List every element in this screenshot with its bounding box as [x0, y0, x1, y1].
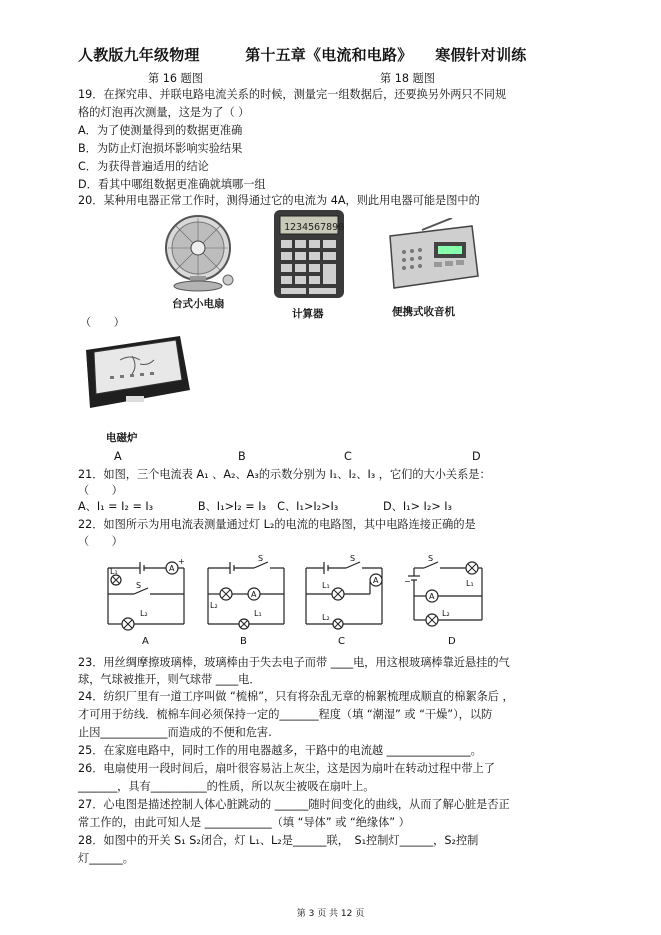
q21-stem: 21．如图，三个电流表 A₁ 、A₂、A₃的示数分别为 I₁、I₂、I₃ ，它们的大小关系是： — [78, 468, 491, 481]
circuit-d-minus-sign: − — [404, 577, 411, 586]
q19-stem-line2: 格的灯泡再次测量，这是为了（ ） — [78, 106, 250, 119]
circuit-b-lamp2-label: L₂ — [210, 601, 218, 610]
q22-answer-bracket: （ ） — [78, 535, 123, 548]
calculator-display-digits: 1234567890 — [284, 222, 345, 233]
circuit-c-lamp1-label: L₁ — [322, 581, 330, 590]
circuit-d-lamp1-label: L₁ — [466, 579, 474, 588]
q24-line1: 24．纺织厂里有一道工序叫做 “梳棉”，只有将杂乱无章的棉絮梳理成顺直的棉絮条后 ， — [78, 690, 514, 703]
caption-calculator: 计算器 — [292, 308, 324, 320]
q21-answer-bracket: （ ） — [78, 484, 123, 497]
circuit-b-switch-label: S — [258, 554, 264, 563]
q19-stem-line1: 19．在探究串、并联电路电流关系的时候，测量完一组数据后，还要换另外两只不同规 — [78, 88, 507, 101]
circuit-c-switch-label: S — [350, 554, 356, 563]
q24-line2: 才可用于纺线．梳棉车间必须保持一定的_______程度（填 “潮湿” 或 “干燥”），以防 — [78, 708, 493, 721]
circuit-a-plus-sign: + — [178, 557, 185, 566]
circuit-b-lamp1-label: L₁ — [254, 609, 262, 618]
q19-option-d: D．看其中哪组数据更准确就填哪一组 — [78, 178, 266, 191]
q21-options: A、I₁ = I₂ = I₃ B、I₁>I₂ = I₃ C、I₁>I₂>I₃ D、I₁> I₂> I₃ — [78, 500, 453, 513]
caption-radio: 便携式收音机 — [392, 306, 455, 318]
figure-16-label: 第 16 题图 — [148, 72, 203, 85]
figure-18-label: 第 18 题图 — [380, 72, 435, 85]
q27-line1: 27．心电图是描述控制人体心脏跳动的 ______随时间变化的曲线，从而了解心脏是否正 — [78, 798, 510, 811]
radio-image — [382, 218, 482, 294]
circuit-c-lamp2-label: L₂ — [322, 613, 330, 622]
circuit-diagram-b — [204, 554, 288, 634]
circuit-diagram-c — [302, 554, 386, 634]
q20-letter-c: C — [344, 450, 352, 463]
q28-line1: 28．如图中的开关 S₁ S₂闭合，灯 L₁、L₂是______联， S₁控制灯______，S₂控制 — [78, 834, 479, 847]
desk-fan-image — [160, 212, 238, 292]
q20-letter-b: B — [238, 450, 246, 463]
q20-stem: 20．某种用电器正常工作时，测得通过它的电流为 4A，则此用电器可能是图中的 — [78, 194, 480, 207]
induction-cooker-image — [80, 330, 192, 416]
circuit-letter-b: B — [240, 636, 247, 647]
circuit-letter-a: A — [142, 636, 149, 647]
circuit-a-ammeter-symbol: A — [169, 564, 175, 573]
q26-line2: _______，具有__________的性质，所以灰尘被吸在扇叶上。 — [78, 780, 375, 793]
circuit-b-ammeter-symbol: A — [251, 590, 257, 599]
caption-induction-cooker: 电磁炉 — [106, 432, 138, 444]
circuit-diagram-a — [104, 554, 188, 634]
calculator-image — [272, 208, 346, 300]
q19-option-c: C．为获得普遍适用的结论 — [78, 160, 209, 173]
circuit-a-switch-label: S — [136, 581, 142, 590]
q27-line2: 常工作的，由此可知人是 ____________（填 “导体” 或 “绝缘体” ） — [78, 816, 410, 829]
circuit-diagram-d — [402, 554, 488, 634]
circuit-letter-c: C — [338, 636, 345, 647]
circuit-letter-d: D — [448, 636, 456, 647]
circuit-a-lamp2-label: L₂ — [140, 609, 148, 618]
circuit-a-lamp1-label: L₁ — [110, 567, 118, 576]
q24-line3: 止因____________而造成的不便和危害. — [78, 726, 272, 739]
q20-letter-a: A — [114, 450, 122, 463]
q28-line2: 灯______。 — [78, 852, 134, 865]
q19-option-a: A．为了使测量得到的数据更准确 — [78, 124, 243, 137]
q19-option-b: B．为防止灯泡损坏影响实验结果 — [78, 142, 243, 155]
page-footer: 第 3 页 共 12 页 — [296, 909, 365, 919]
circuit-d-ammeter-symbol: A — [429, 592, 435, 601]
q26-line1: 26．电扇使用一段时间后，扇叶很容易沾上灰尘，这是因为扇叶在转动过程中带上了 — [78, 762, 495, 775]
q23-line1: 23．用丝绸摩擦玻璃棒，玻璃棒由于失去电子而带 ____电，用这根玻璃棒靠近悬挂的气 — [78, 656, 510, 669]
caption-desk-fan: 台式小电扇 — [172, 298, 225, 310]
q20-letter-d: D — [472, 450, 481, 463]
page-title: 人教版九年级物理 第十五章《电流和电路》 寒假针对训练 — [78, 46, 527, 64]
circuit-d-switch-label: S — [428, 554, 434, 563]
q20-answer-bracket: （ ） — [80, 316, 125, 329]
circuit-c-ammeter-symbol: A — [373, 576, 379, 585]
circuit-d-lamp2-label: L₂ — [442, 609, 450, 618]
q23-line2: 球，气球被推开，则气球带 ____电． — [78, 673, 261, 686]
q22-stem: 22．如图所示为用电流表测量通过灯 L₂的电流的电路图，其中电路连接正确的是 — [78, 518, 476, 531]
q25-line1: 25．在家庭电路中，同时工作的用电器越多，干路中的电流越 _______________。 — [78, 744, 482, 757]
